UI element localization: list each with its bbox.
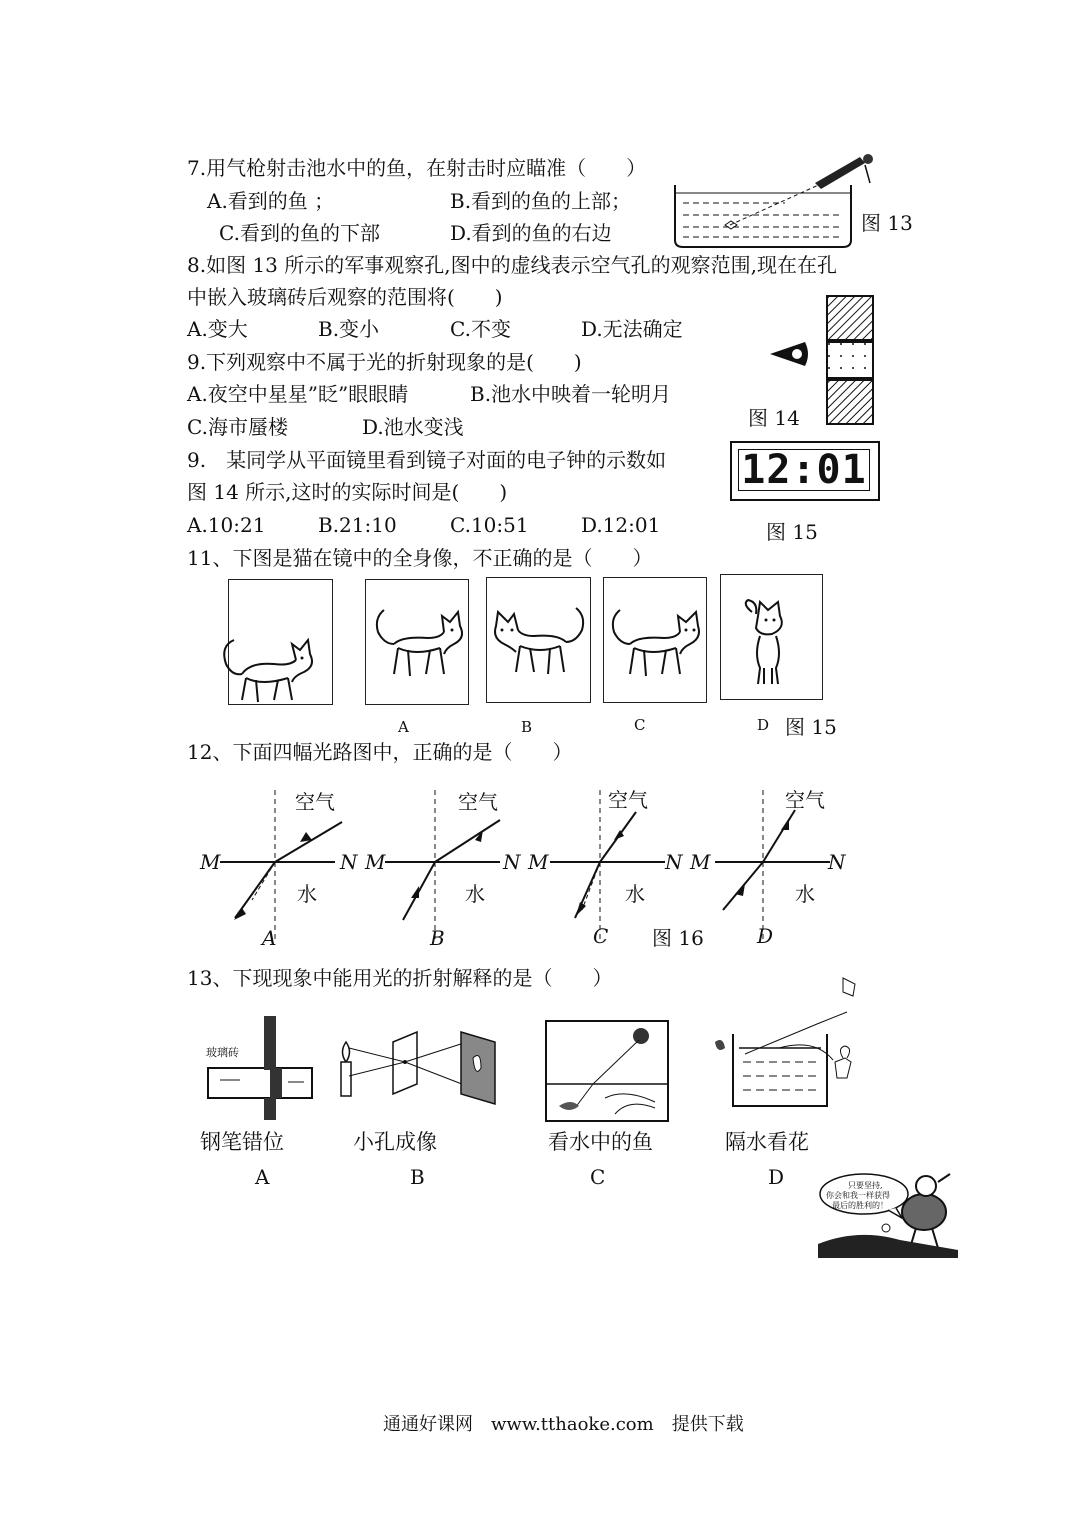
water-label-d: 水 xyxy=(795,882,815,906)
q8-option-d: D.无法确定 xyxy=(581,317,683,341)
m-label-a: M xyxy=(200,850,221,874)
fish-water-figure xyxy=(545,1020,670,1124)
turtle-cartoon xyxy=(818,1172,958,1262)
q10-option-a: A.10:21 xyxy=(187,513,266,537)
pen-glass-figure xyxy=(200,1012,320,1124)
q7-stem: 7.用气枪射击池水中的鱼，在射击时应瞄准（ ） xyxy=(187,156,647,180)
diagram-label-b: B xyxy=(430,926,445,950)
cat-original xyxy=(212,620,322,710)
cartoon-line-2: 你会和我一样获得 xyxy=(826,1191,890,1200)
caption-c: 看水中的鱼 xyxy=(548,1130,653,1154)
q10-stem-line2: 图 14 所示,这时的实际时间是( ) xyxy=(187,480,508,504)
cat-option-d xyxy=(738,598,808,693)
cat-option-a xyxy=(370,604,470,694)
q7-option-c: C.看到的鱼的下部 xyxy=(219,221,380,245)
q9-stem: 9.下列观察中不属于光的折射现象的是( ) xyxy=(187,350,582,374)
cat-option-b xyxy=(488,602,588,692)
figure-16-caption: 图 16 xyxy=(652,926,704,950)
caption-d: 隔水看花 xyxy=(725,1130,809,1154)
choice-label-b: B xyxy=(410,1165,425,1189)
m-label-d: M xyxy=(690,850,711,874)
air-label-d: 空气 xyxy=(785,788,825,812)
q8-option-a: A.变大 xyxy=(187,317,248,341)
cartoon-line-3: 最后的胜利的！ xyxy=(832,1201,888,1210)
figure-pool-gun xyxy=(665,145,885,255)
diagram-label-a: A xyxy=(262,926,277,950)
n-label-b: N xyxy=(503,850,521,874)
n-label-a: N xyxy=(340,850,358,874)
q7-option-d: D.看到的鱼的右边 xyxy=(450,221,612,245)
q10-option-d: D.12:01 xyxy=(581,513,661,537)
figure-13-caption: 图 13 xyxy=(861,211,913,235)
figure-14-caption: 图 14 xyxy=(748,406,800,430)
digital-clock xyxy=(730,441,880,501)
clock-display: 12:01 xyxy=(741,447,867,493)
figure-15-caption-cats: 图 15 xyxy=(785,715,837,739)
cat-label-a: A xyxy=(398,718,409,736)
choice-label-a: A xyxy=(255,1165,270,1189)
cat-option-c xyxy=(606,604,706,694)
q11-stem: 11、下图是猫在镜中的全身像，不正确的是（ ） xyxy=(187,546,653,570)
choice-label-d: D xyxy=(768,1165,785,1189)
q9-option-b: B.池水中映着一轮明月 xyxy=(470,382,672,406)
air-label-b: 空气 xyxy=(458,790,498,814)
q9-option-d: D.池水变浅 xyxy=(362,415,464,439)
q8-stem-line1: 8.如图 13 所示的军事观察孔,图中的虚线表示空气孔的观察范围,现在在孔 xyxy=(187,253,837,277)
footer-source: 通通好课网 www.tthaoke.com 提供下载 xyxy=(383,1414,744,1435)
water-label-b: 水 xyxy=(465,882,485,906)
m-label-c: M xyxy=(528,850,549,874)
q12-stem: 12、下面四幅光路图中，正确的是（ ） xyxy=(187,740,573,764)
caption-b: 小孔成像 xyxy=(353,1130,437,1154)
water-label-a: 水 xyxy=(297,882,317,906)
figure-15-caption-clock: 图 15 xyxy=(766,520,818,544)
air-label-c: 空气 xyxy=(608,788,648,812)
pinhole-figure xyxy=(335,1028,505,1108)
diagram-label-c: C xyxy=(593,924,609,948)
n-label-d: N xyxy=(828,850,846,874)
q9-option-a: A.夜空中星星”眨”眼眼睛 xyxy=(187,382,409,406)
cartoon-line-1: 只要坚持, xyxy=(848,1181,883,1190)
q10-option-b: B.21:10 xyxy=(318,513,397,537)
q9-option-c: C.海市蜃楼 xyxy=(187,415,288,439)
cat-label-b: B xyxy=(521,718,533,736)
cat-label-d: D xyxy=(757,716,770,734)
q7-option-b: B.看到的鱼的上部； xyxy=(450,189,632,213)
air-label-a: 空气 xyxy=(295,790,335,814)
m-label-b: M xyxy=(365,850,386,874)
q13-stem: 13、下现现象中能用光的折射解释的是（ ） xyxy=(187,966,613,990)
choice-label-c: C xyxy=(590,1165,606,1189)
caption-a: 钢笔错位 xyxy=(200,1130,284,1154)
glass-brick-label: 玻璃砖 xyxy=(206,1046,239,1059)
diagram-label-d: D xyxy=(757,924,774,948)
q7-option-a: A.看到的鱼 ； xyxy=(207,189,335,213)
n-label-c: N xyxy=(665,850,683,874)
q8-stem-line2: 中嵌入玻璃砖后观察的范围将( ) xyxy=(187,285,503,309)
q8-option-b: B.变小 xyxy=(318,317,380,341)
cat-label-c: C xyxy=(634,716,646,734)
q8-option-c: C.不变 xyxy=(450,317,511,341)
q10-stem-line1: 9. 某同学从平面镜里看到镜子对面的电子钟的示数如 xyxy=(187,448,667,472)
water-label-c: 水 xyxy=(625,882,645,906)
q10-option-c: C.10:51 xyxy=(450,513,529,537)
flower-water-figure xyxy=(705,978,880,1113)
